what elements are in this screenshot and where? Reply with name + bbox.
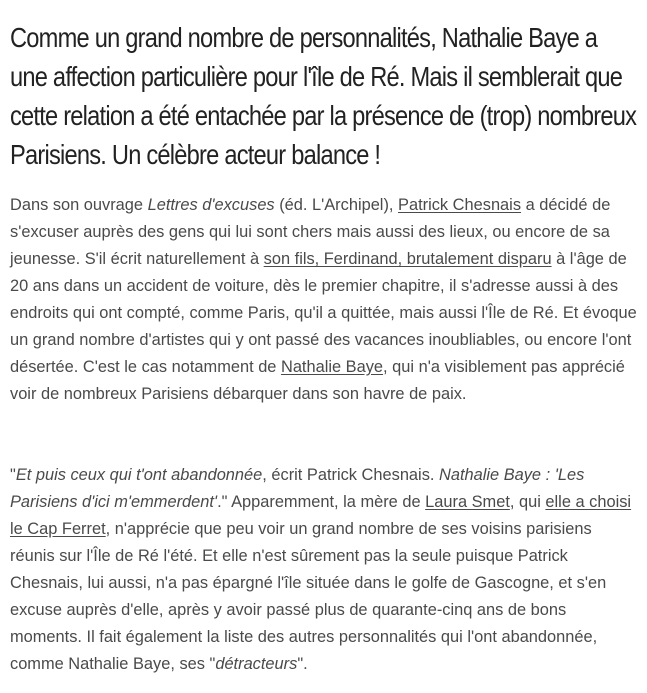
article	[10, 18, 640, 673]
link-cap-ferret[interactable]: elle a choisi le Cap Ferret	[10, 493, 632, 538]
article-headline: Comme un grand nombre de personnalités, Nathalie Baye a une affection particulière pour l'île de Ré. Mais il semblerait que cette relation a été entachée par la présence de (trop) nombreux Parisiens. Un célèbre acteur balance !	[10, 22, 637, 170]
link-son-fils-ferdinand[interactable]: son fils, Ferdinand, brutalement disparu	[263, 250, 552, 268]
text: , qui n'a visiblement pas apprécié voir de nombreux Parisiens débarquer dans son havre de paix.	[10, 358, 625, 403]
text: , écrit Patrick Chesnais.	[262, 466, 439, 484]
link-laura-smet[interactable]: Laura Smet	[425, 493, 510, 511]
text: , qui	[509, 493, 546, 511]
quote-italic: Nathalie Baye : 'Les Parisiens d'ici m'emmerdent'	[10, 466, 585, 511]
text: ." Apparemment, la mère de	[217, 493, 426, 511]
text: Dans son ouvrage	[10, 196, 148, 214]
book-title: Lettres d'excuses	[147, 196, 275, 214]
paragraph-2	[10, 462, 640, 678]
text: a décidé de s'excuser auprès des gens qui lui sont chers mais aussi des lieux, ou encore de sa jeunesse. S'il écrit naturellement à	[10, 196, 611, 268]
link-patrick-chesnais[interactable]: Patrick Chesnais	[398, 196, 522, 214]
text: , n'apprécie que peu voir un grand nombre de ses voisins parisiens réunis sur l'Île de Ré l'été. Et elle n'est sûrement pas la seule puisque Patrick Chesnais, lui aussi, n'a pas épargné l'île située dans le golfe de Gascogne, et s'en excuse auprès d'elle, après y avoir passé plus de quarante-cinq ans de bons moments. Il fait également la liste des autres personnalités qui l'ont abandonnée, comme Nathalie Baye, ses "	[10, 520, 607, 673]
text: "	[10, 466, 16, 484]
link-nathalie-baye[interactable]: Nathalie Baye	[280, 358, 384, 376]
text: ".	[297, 655, 308, 673]
paragraph-1	[10, 192, 640, 408]
quote-italic: Et puis ceux qui t'ont abandonnée	[15, 466, 263, 484]
quote-italic: détracteurs	[215, 655, 298, 673]
text: (éd. L'Archipel),	[274, 196, 399, 214]
text: à l'âge de 20 ans dans un accident de voiture, dès le premier chapitre, il s'adresse aussi à des endroits qui ont compté, comme Paris, qu'il a quittée, mais aussi l'Île de Ré. Et évoque un grand nombre d'artistes qui y ont passé des vacances inoubliables, ou encore l'ont désertée. C'est le cas notamment de	[10, 250, 637, 376]
